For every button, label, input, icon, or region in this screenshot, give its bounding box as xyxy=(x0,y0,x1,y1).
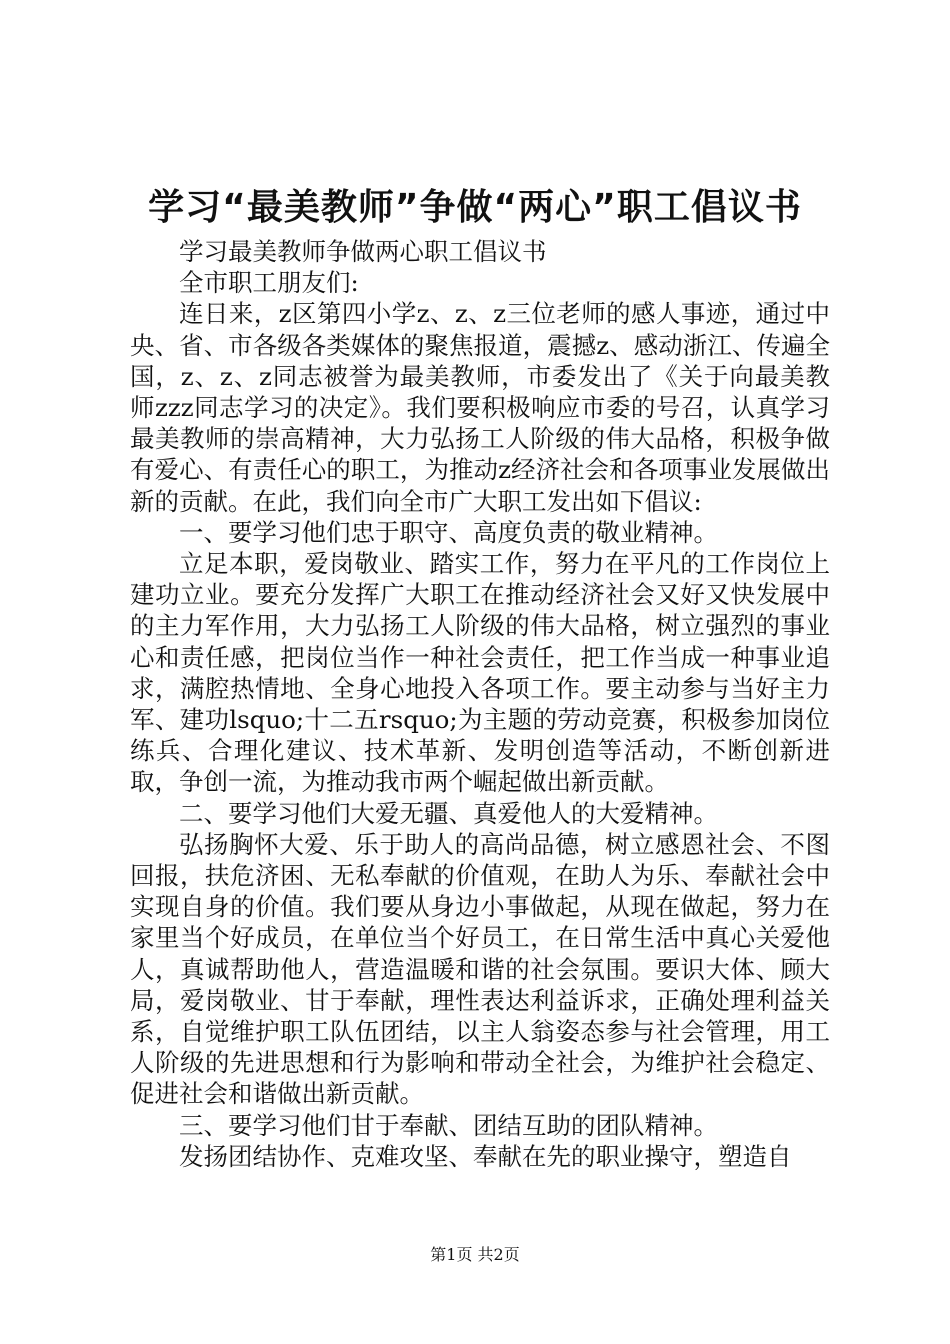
section-paragraph-1: 立足本职，爱岗敬业、踏实工作，努力在平凡的工作岗位上建功立业。要充分发挥广大职工在推动经济社会又好又快发展中的主力军作用，大力弘扬工人阶级的伟大品格，树立强烈的事业心和责任感，把岗位当作一种社会责任，把工作当成一种事业追求，满腔热情地、全身心地投入各项工作。要主动参与当好主力军、建功lsquo;十二五rsquo;为主题的劳动竞赛，积极参加岗位练兵、合理化建议、技术革新、发明创造等活动，不断创新进取，争创一流，为推动我市两个崛起做出新贡献。 xyxy=(130,549,830,797)
section-heading-2: 二、要学习他们大爱无疆、真爱他人的大爱精神。 xyxy=(179,798,718,828)
section-paragraph-2: 弘扬胸怀大爱、乐于助人的高尚品德，树立感恩社会、不图回报，扶危济困、无私奉献的价值观，在助人为乐、奉献社会中实现自身的价值。我们要从身边小事做起，从现在做起，努力在家里当个好成员，在单位当个好员工，在日常生活中真心关爱他人，真诚帮助他人，营造温暖和谐的社会氛围。要识大体、顾大局，爱岗敬业、甘于奉献，理性表达利益诉求，正确处理利益关系，自觉维护职工队伍团结，以主人翁姿态参与社会管理，用工人阶级的先进思想和行为影响和带动全社会，为维护社会稳定、促进社会和谐做出新贡献。 xyxy=(130,829,830,1109)
document-title: 学习“最美教师”争做“两心”职工倡议书 xyxy=(148,187,802,228)
section-heading-1: 一、要学习他们忠于职守、高度负责的敬业精神。 xyxy=(179,517,718,547)
subtitle-line: 学习最美教师争做两心职工倡议书 xyxy=(179,237,547,266)
page-footer: 第1页 共2页 xyxy=(430,1245,520,1264)
salutation: 全市职工朋友们: xyxy=(179,268,359,298)
section-heading-3: 三、要学习他们甘于奉献、团结互助的团队精神。 xyxy=(179,1110,718,1140)
document-body xyxy=(130,236,830,1172)
intro-paragraph: 连日来，z区第四小学z、z、z三位老师的感人事迹，通过中央、省、市各级各类媒体的聚焦报道，震撼z、感动浙江、传遍全国，z、z、z同志被誉为最美教师，市委发出了《关于向最美教师zzz同志学习的决定》。我们要积极响应市委的号召，认真学习最美教师的崇高精神，大力弘扬工人阶级的伟大品格，积极争做有爱心、有责任心的职工，为推动z经济社会和各项事业发展做出新的贡献。在此，我们向全市广大职工发出如下倡议: xyxy=(130,299,830,516)
section-paragraph-3: 发扬团结协作、克难攻坚、奉献在先的职业操守，塑造自 xyxy=(179,1141,792,1171)
